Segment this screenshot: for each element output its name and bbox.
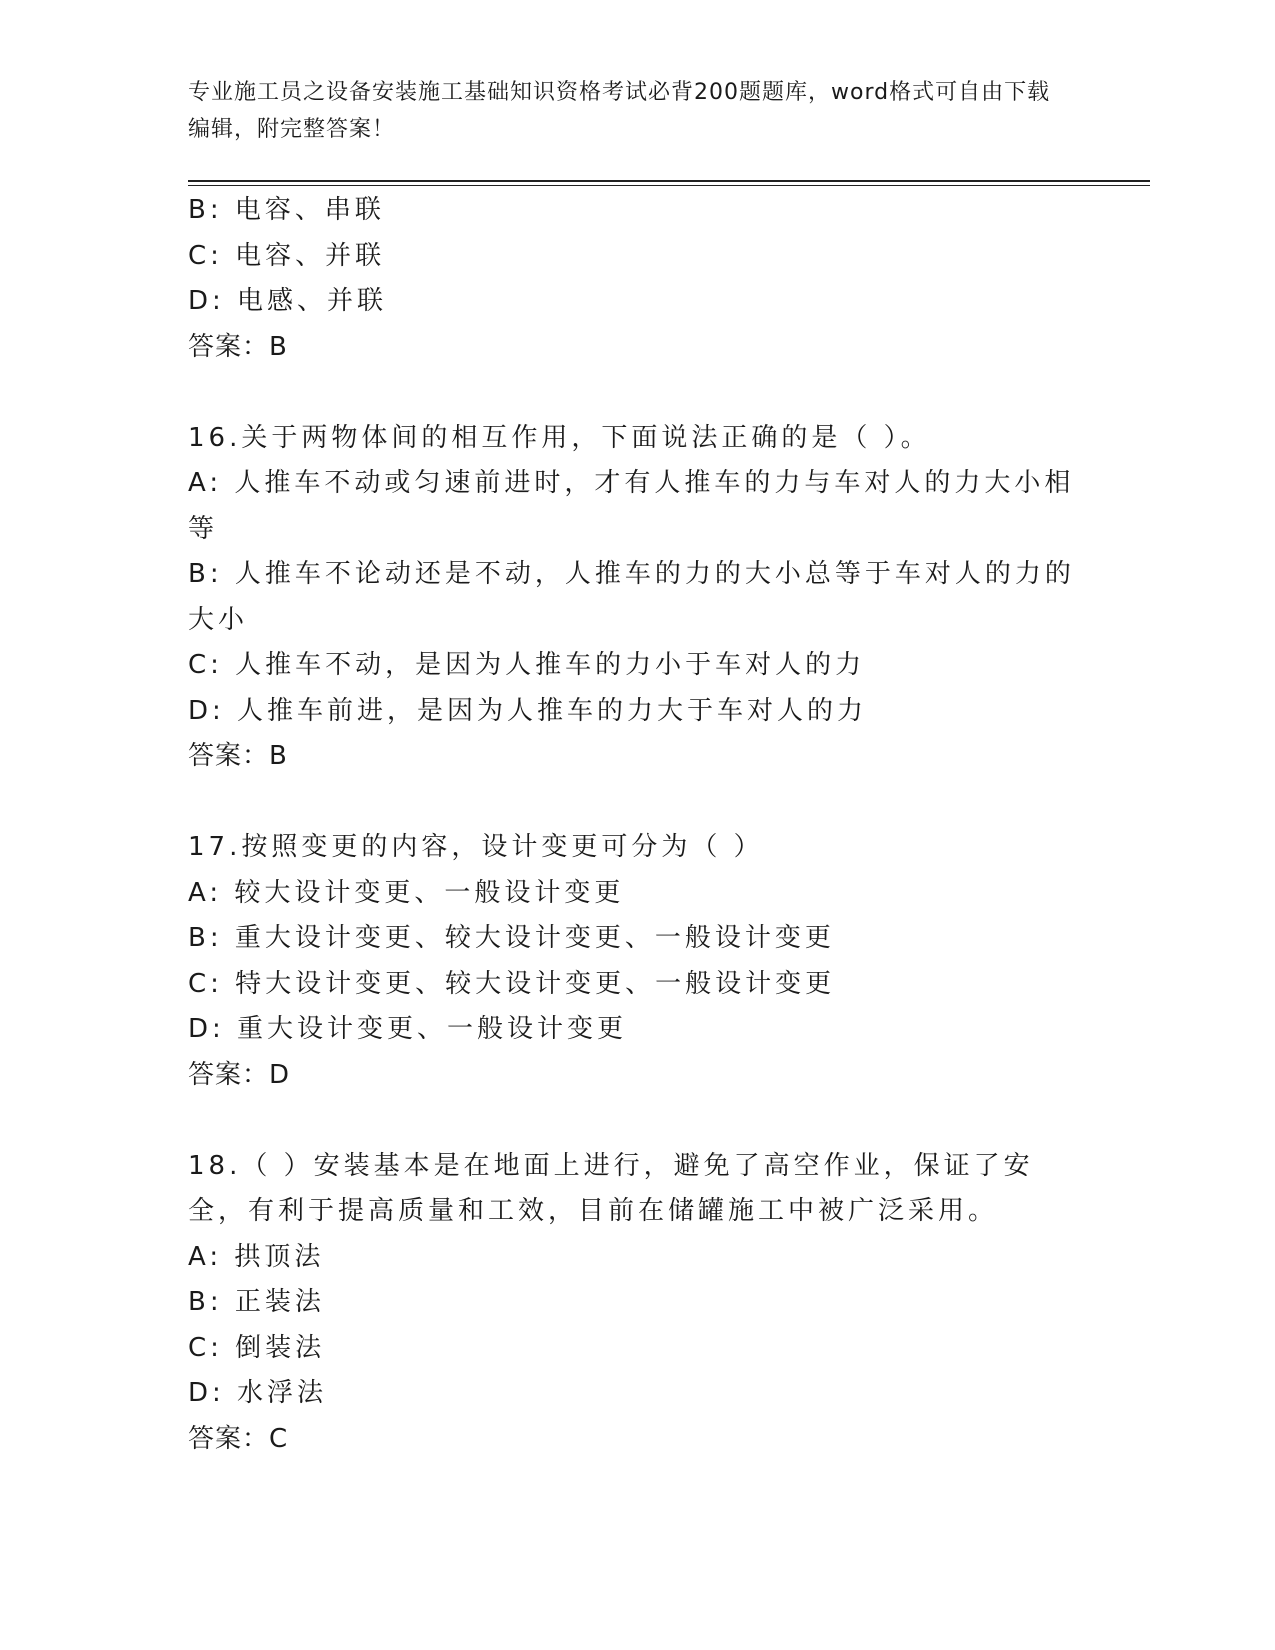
answer: 答案：C <box>188 1423 289 1454</box>
option-a: A: 人推车不动或匀速前进时，才有人推车的力与车对人的力大小相等 <box>188 468 1075 544</box>
spacer <box>188 780 1088 826</box>
option-d: D: 人推车前进，是因为人推车的力大于车对人的力 <box>188 695 868 726</box>
spacer <box>188 1098 1088 1144</box>
question-16 <box>188 416 1088 780</box>
question-15-continued <box>188 188 1088 370</box>
answer: 答案：B <box>188 741 288 771</box>
option-b: B: 电容、串联 <box>188 195 385 225</box>
page-header: 专业施工员之设备安装施工基础知识资格考试必背200题题库，word格式可自由下载编辑，附完整答案！ <box>188 80 1051 142</box>
answer: 答案：D <box>188 1059 291 1090</box>
question-17 <box>188 825 1088 1098</box>
question-18 <box>188 1144 1088 1463</box>
option-b: B: 人推车不论动还是不动，人推车的力的大小总等于车对人的力的大小 <box>188 559 1075 635</box>
question-content <box>188 188 1088 1462</box>
question-stem: 18.（ ）安装基本是在地面上进行，避免了高空作业，保证了安全，有利于提高质量和工效，目前在储罐施工中被广泛采用。 <box>188 1150 1034 1226</box>
option-b: B: 重大设计变更、较大设计变更、一般设计变更 <box>188 923 835 953</box>
option-c: C: 倒装法 <box>188 1332 326 1363</box>
header-rule-thick <box>188 180 1150 182</box>
question-stem: 17.按照变更的内容，设计变更可分为（ ） <box>188 832 764 862</box>
answer: 答案：B <box>188 331 288 362</box>
option-b: B: 正装法 <box>188 1287 325 1317</box>
header-rule-thin <box>188 185 1150 186</box>
spacer <box>188 370 1088 416</box>
option-d: D: 水浮法 <box>188 1378 328 1408</box>
option-a: A: 拱顶法 <box>188 1241 325 1272</box>
option-c: C: 电容、并联 <box>188 240 386 271</box>
option-d: D: 重大设计变更、一般设计变更 <box>188 1014 628 1044</box>
option-c: C: 人推车不动，是因为人推车的力小于车对人的力 <box>188 650 866 680</box>
option-a: A: 较大设计变更、一般设计变更 <box>188 877 625 908</box>
option-c: C: 特大设计变更、较大设计变更、一般设计变更 <box>188 968 836 999</box>
question-stem: 16.关于两物体间的相互作用，下面说法正确的是（ ）。 <box>188 422 931 453</box>
option-d: D: 电感、并联 <box>188 286 388 316</box>
